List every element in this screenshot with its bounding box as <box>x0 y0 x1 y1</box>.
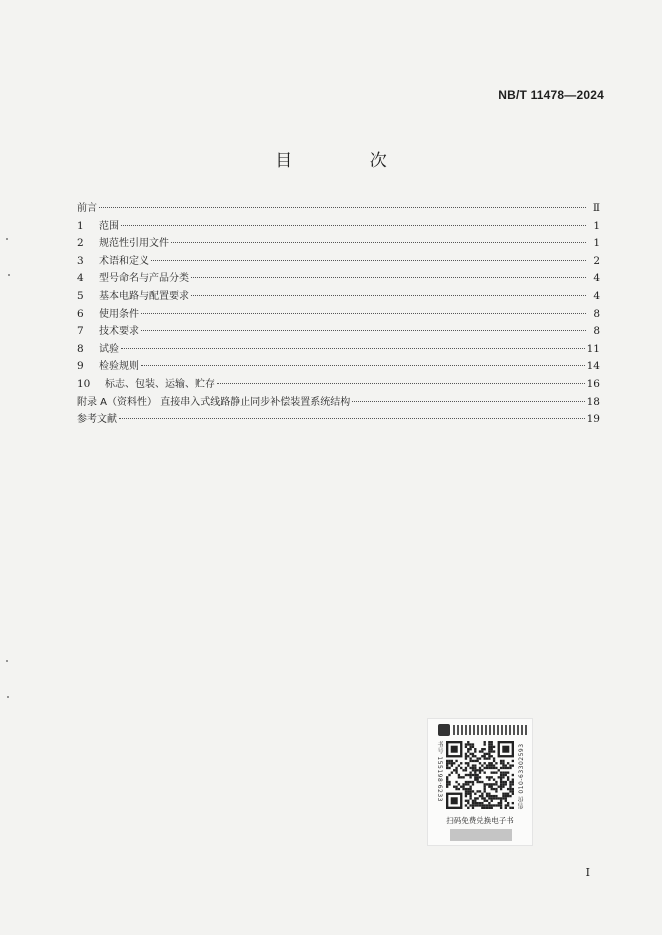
toc-entry[interactable] <box>77 341 600 359</box>
toc-entry-number: 7 <box>77 325 84 338</box>
toc-entry-page: 4 <box>593 289 600 302</box>
toc-leader-dots <box>191 276 586 278</box>
toc-entry[interactable] <box>77 200 600 218</box>
toc-entry[interactable] <box>77 253 600 271</box>
publisher-seal-icon <box>438 724 450 736</box>
publisher-name-graphic <box>453 725 528 735</box>
toc-entry[interactable] <box>77 306 600 324</box>
toc-entry-label: 型号命名与产品分类 <box>99 273 189 285</box>
toc-entry-page: 2 <box>593 254 600 267</box>
toc-entry[interactable] <box>77 411 600 429</box>
toc-leader-dots <box>191 294 586 296</box>
toc-leader-dots <box>217 382 585 384</box>
toc-entry-page: 8 <box>593 307 600 320</box>
toc-entry-page: 1 <box>593 219 600 232</box>
toc-entry-number: 5 <box>77 289 84 302</box>
scan-speck <box>7 696 9 698</box>
qr-left-text: 书号 155198·6233 <box>436 741 443 802</box>
toc-leader-dots <box>121 347 585 349</box>
toc-entry[interactable] <box>77 288 600 306</box>
toc-entry-number: 10 <box>77 377 91 390</box>
toc-entry-number: 8 <box>77 342 84 355</box>
scan-speck <box>6 660 8 662</box>
toc-leader-dots <box>352 400 584 402</box>
toc-entry-label: 术语和定义 <box>99 255 149 267</box>
toc-entry-page: 18 <box>586 395 600 408</box>
toc-entry[interactable] <box>77 218 600 236</box>
toc-entry-label: 技术要求 <box>99 326 139 338</box>
toc-leader-dots <box>171 241 586 243</box>
toc-entry-page: Ⅱ <box>592 202 600 214</box>
toc-entry-label: 参考文献 <box>77 414 117 426</box>
toc-entry-page: 8 <box>593 325 600 338</box>
toc-entry[interactable] <box>77 376 600 394</box>
toc-entry-page: 4 <box>593 272 600 285</box>
toc-entry-number: 3 <box>77 254 84 267</box>
toc-entry-number: 4 <box>77 272 84 285</box>
toc-entry-label: 规范性引用文件 <box>99 238 169 250</box>
qr-right-text: 售价 010-63302593 <box>518 743 525 809</box>
redaction-bar <box>450 829 512 841</box>
toc-entry-number: 6 <box>77 307 84 320</box>
toc-entry[interactable] <box>77 358 600 376</box>
toc-entry-label: 检验规则 <box>99 361 139 373</box>
toc-entry-number: 9 <box>77 360 84 373</box>
toc-entry-page: 11 <box>586 342 600 355</box>
toc-entry-label: 标志、包装、运输、贮存 <box>105 378 215 390</box>
toc-entry-page: 16 <box>586 377 600 390</box>
qr-code-icon[interactable] <box>446 741 514 809</box>
toc-entry-label: 附录 A（资料性） 直接串入式线路静止同步补偿装置系统结构 <box>77 396 351 408</box>
qr-caption: 扫码免费兑换电子书 <box>446 816 514 825</box>
toc-leader-dots <box>141 329 586 331</box>
publisher-logo <box>438 723 528 737</box>
table-of-contents <box>77 200 600 429</box>
toc-entry[interactable] <box>77 235 600 253</box>
toc-leader-dots <box>141 364 585 366</box>
toc-entry[interactable] <box>77 270 600 288</box>
toc-leader-dots <box>119 417 585 419</box>
toc-entry-page: 14 <box>586 360 600 373</box>
toc-entry-page: 19 <box>586 413 600 426</box>
toc-leader-dots <box>151 259 586 261</box>
scan-speck <box>8 274 10 276</box>
toc-title: 目 次 <box>275 151 423 171</box>
toc-entry-label: 使用条件 <box>99 308 139 320</box>
toc-entry-label: 基本电路与配置要求 <box>99 290 189 302</box>
toc-entry[interactable] <box>77 394 600 412</box>
toc-leader-dots <box>121 224 586 226</box>
toc-entry-label: 范围 <box>99 220 119 232</box>
standard-number: NB/T 11478—2024 <box>498 88 604 102</box>
toc-entry-page: 1 <box>593 237 600 250</box>
qr-sticker <box>427 718 533 846</box>
toc-leader-dots <box>141 312 586 314</box>
toc-leader-dots <box>99 206 586 208</box>
page-number: I <box>585 866 590 879</box>
toc-entry-number: 2 <box>77 237 84 250</box>
toc-entry-label: 前言 <box>77 203 97 214</box>
toc-entry[interactable] <box>77 323 600 341</box>
toc-entry-number: 1 <box>77 219 84 232</box>
toc-entry-label: 试验 <box>99 343 119 355</box>
scan-speck <box>6 238 8 240</box>
